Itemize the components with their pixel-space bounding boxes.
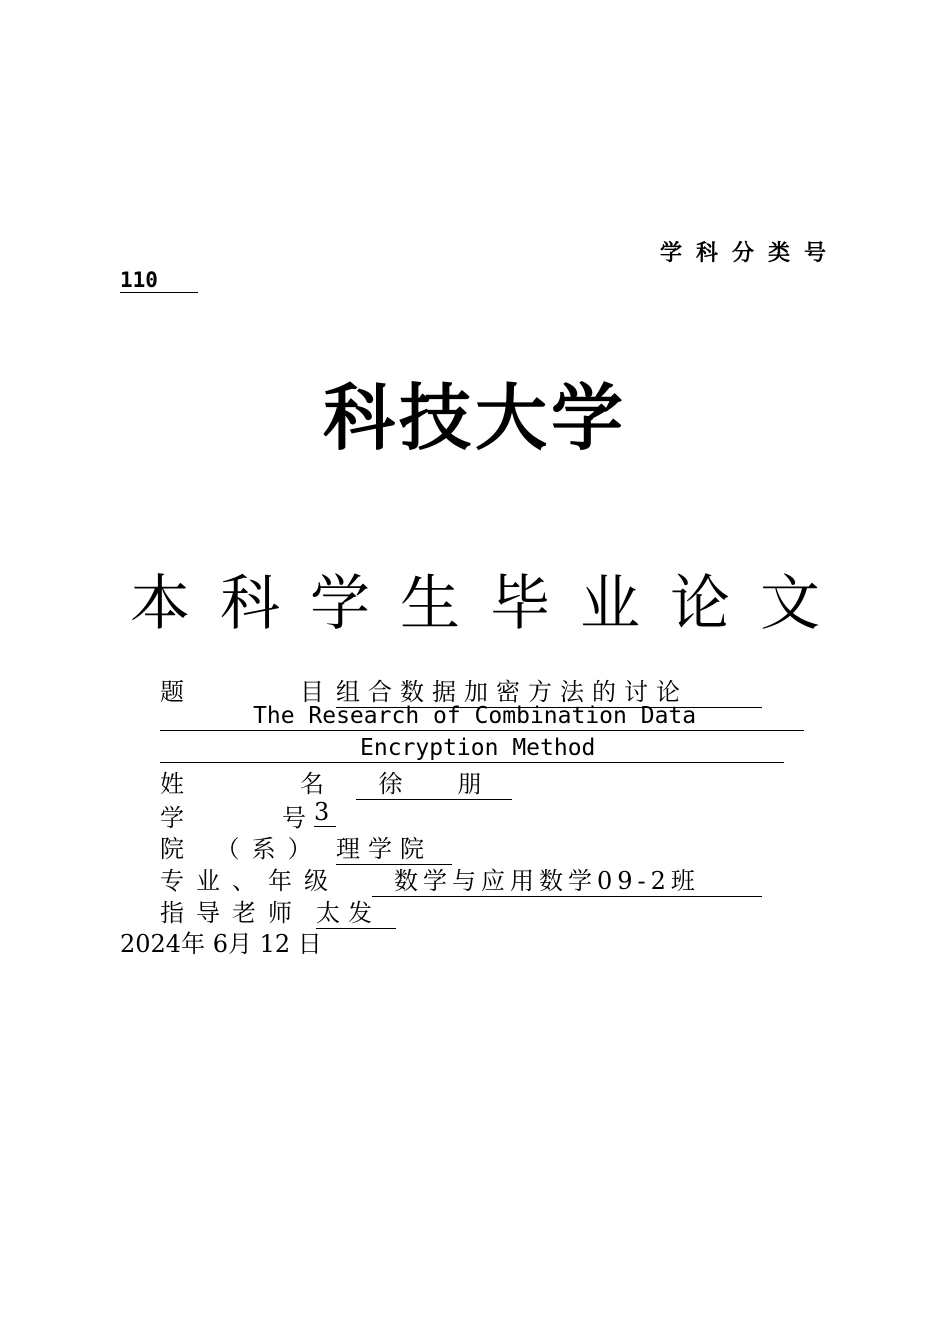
title-en-underline-2 bbox=[160, 762, 784, 763]
advisor-name: 太发 bbox=[316, 893, 396, 929]
department: 理学院 bbox=[336, 829, 452, 865]
thesis-type-title: 本科学生毕业论文 bbox=[130, 569, 850, 639]
thesis-title-en-line-2: Encryption Method bbox=[360, 735, 596, 761]
name-label-char-1: 姓 bbox=[160, 770, 184, 798]
subject-code-label: 学科分类号 bbox=[660, 241, 841, 266]
major-grade: 数学与应用数学09-2班 bbox=[372, 861, 762, 897]
department-label: 院 （系） bbox=[160, 835, 324, 863]
university-name: 科技大学 bbox=[322, 375, 627, 460]
title-label-char-1: 题 bbox=[160, 678, 184, 706]
subject-code-value: 110 bbox=[120, 268, 198, 293]
advisor-label: 指导老师 bbox=[160, 899, 304, 927]
major-label: 专业、年级 bbox=[160, 867, 340, 895]
student-id-label-char-1: 学 bbox=[160, 804, 184, 832]
name-label-char-2: 名 bbox=[300, 770, 324, 798]
thesis-title-cn: 组合数据加密方法的讨论 bbox=[336, 672, 762, 708]
title-label-char-2: 目 bbox=[300, 678, 324, 706]
student-id: 3 bbox=[314, 798, 338, 826]
date: 2024年 6月 12 日 bbox=[120, 930, 322, 958]
student-name: 徐 朋 bbox=[356, 764, 512, 800]
title-en-underline-1 bbox=[160, 730, 804, 731]
student-id-label-char-2: 号 bbox=[282, 804, 306, 832]
thesis-title-en-line-1: The Research of Combination Data bbox=[253, 703, 697, 729]
